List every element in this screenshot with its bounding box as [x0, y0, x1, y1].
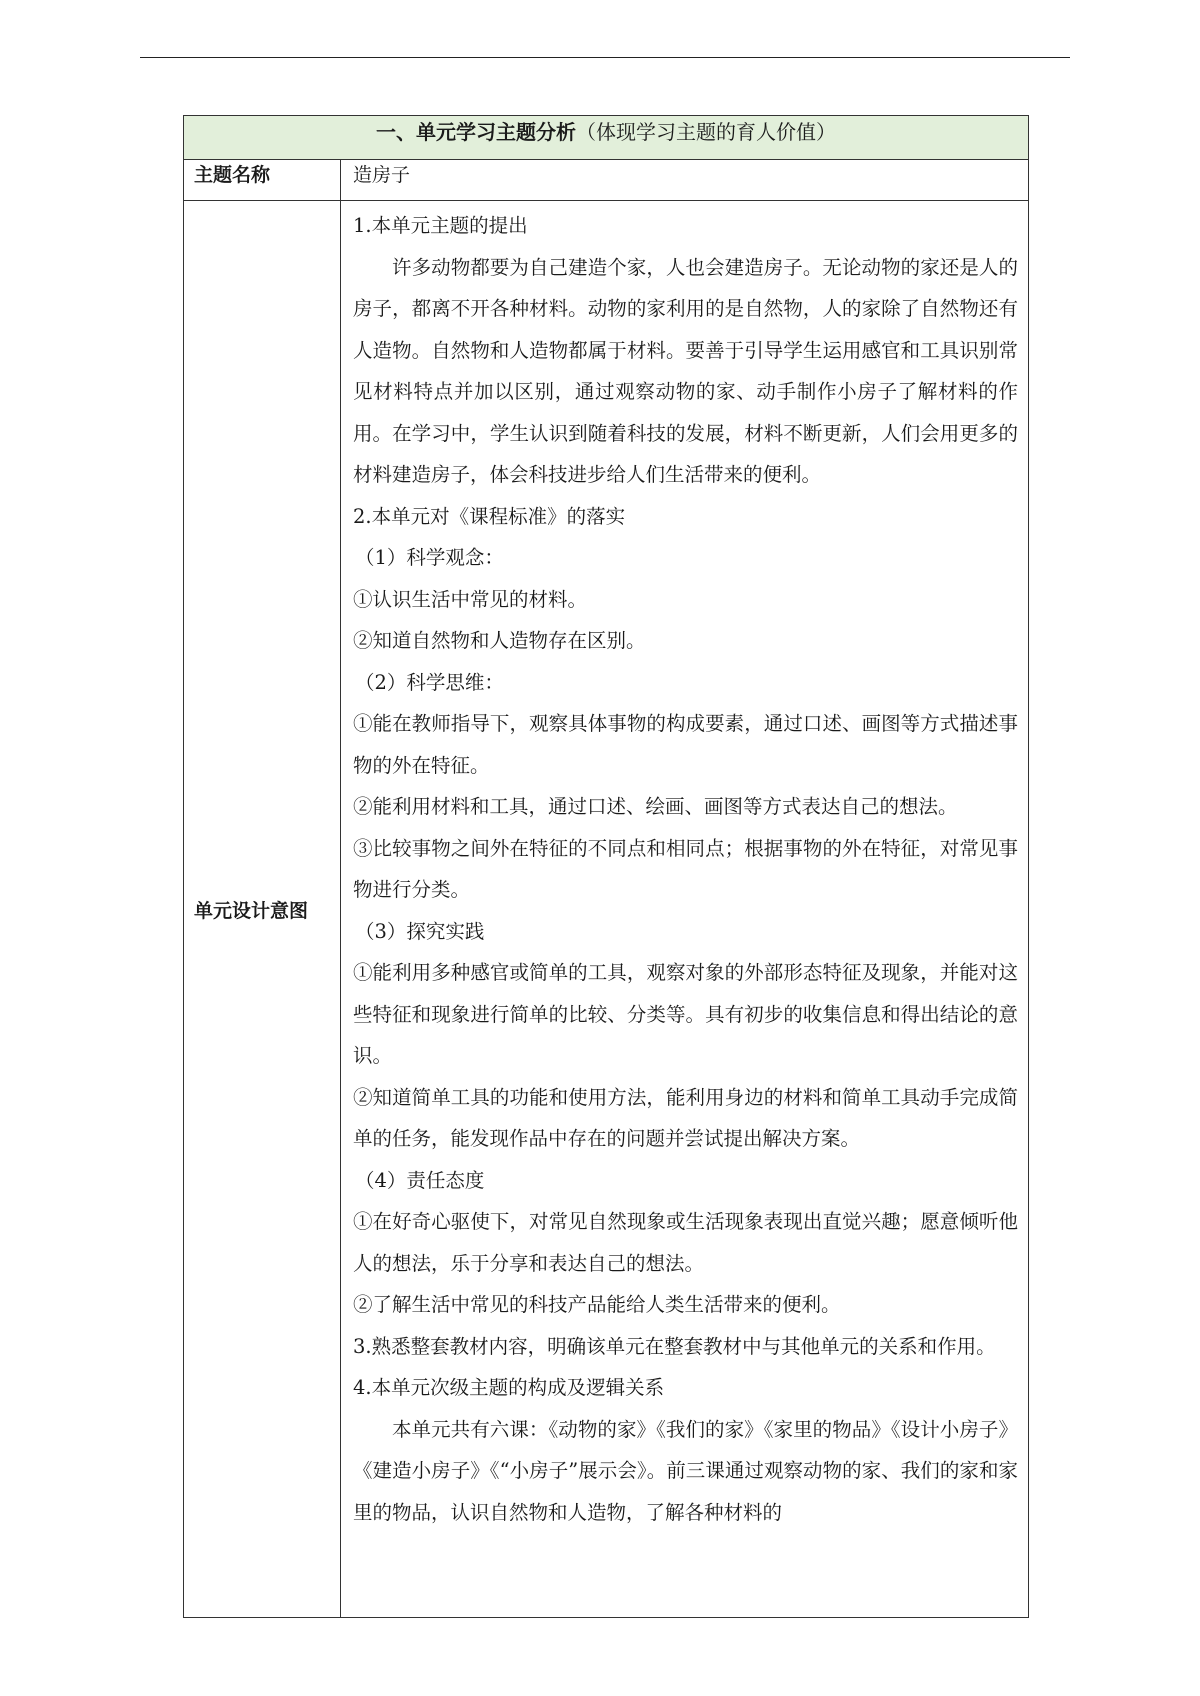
section-title	[184, 116, 1029, 160]
list-item: ①在好奇心驱使下，对常见自然现象或生活现象表现出直觉兴趣；愿意倾听他人的想法，乐于分享和表达自己的想法。	[353, 1210, 1018, 1275]
list-item: ②能利用材料和工具，通过口述、绘画、画图等方式表达自己的想法。	[353, 795, 958, 818]
paragraph-heading: 1.本单元主题的提出	[353, 214, 528, 237]
list-item: ①能利用多种感官或简单的工具，观察对象的外部形态特征及现象，并能对这些特征和现象进行简单的比较、分类等。具有初步的收集信息和得出结论的意识。	[353, 961, 1018, 1067]
theme-name-label: 主题名称	[184, 160, 341, 201]
paragraph-subheading: （3）探究实践	[355, 919, 485, 943]
table-header-row	[184, 116, 1029, 160]
paragraph-subheading: （2）科学思维：	[355, 670, 504, 694]
list-item: ②了解生活中常见的科技产品能给人类生活带来的便利。	[353, 1293, 841, 1316]
list-item: ①能在教师指导下，观察具体事物的构成要素，通过口述、画图等方式描述事物的外在特征。	[353, 712, 1018, 777]
design-intent-content	[341, 201, 1029, 1618]
list-item: ②知道自然物和人造物存在区别。	[353, 629, 646, 652]
page-header-rule	[140, 57, 1070, 58]
paragraph-body: 本单元共有六课：《动物的家》《我们的家》《家里的物品》《设计小房子》《建造小房子》《“小房子”展示会》。前三课通过观察动物的家、我们的家和家里的物品，认识自然物和人造物，了解各种材料的	[353, 1417, 1018, 1524]
paragraph-body: 许多动物都要为自己建造个家，人也会建造房子。无论动物的家还是人的房子，都离不开各种材料。动物的家利用的是自然物，人的家除了自然物还有人造物。自然物和人造物都属于材料。要善于引导学生运用感官和工具识别常见材料特点并加以区别，通过观察动物的家、动手制作小房子了解材料的作用。在学习中，学生认识到随着科技的发展，材料不断更新，人们会用更多的材料建造房子，体会科技进步给人们生活带来的便利。	[353, 255, 1018, 486]
paragraph-heading: 4.本单元次级主题的构成及逻辑关系	[353, 1376, 665, 1399]
section-title-main: 一、单元学习主题分析	[376, 120, 576, 144]
paragraph-heading: 3.熟悉整套教材内容，明确该单元在整套教材中与其他单元的关系和作用。	[353, 1334, 996, 1358]
paragraph-subheading: （4）责任态度	[355, 1168, 485, 1192]
list-item: ②知道简单工具的功能和使用方法，能利用身边的材料和简单工具动手完成简单的任务，能发现作品中存在的问题并尝试提出解决方案。	[353, 1085, 1018, 1150]
design-intent-label: 单元设计意图	[184, 201, 341, 1618]
paragraph-subheading: （1）科学观念：	[355, 546, 504, 569]
section-title-note: （体现学习主题的育人价值）	[576, 120, 836, 144]
theme-name-row	[184, 160, 1029, 201]
theme-name-value: 造房子	[341, 160, 1029, 201]
list-item: ③比较事物之间外在特征的不同点和相同点；根据事物的外在特征，对常见事物进行分类。	[353, 836, 1018, 901]
paragraph-heading: 2.本单元对《课程标准》的落实	[353, 504, 626, 528]
design-intent-row	[184, 201, 1029, 1618]
unit-analysis-table	[183, 115, 1029, 1618]
list-item: ①认识生活中常见的材料。	[353, 587, 588, 611]
